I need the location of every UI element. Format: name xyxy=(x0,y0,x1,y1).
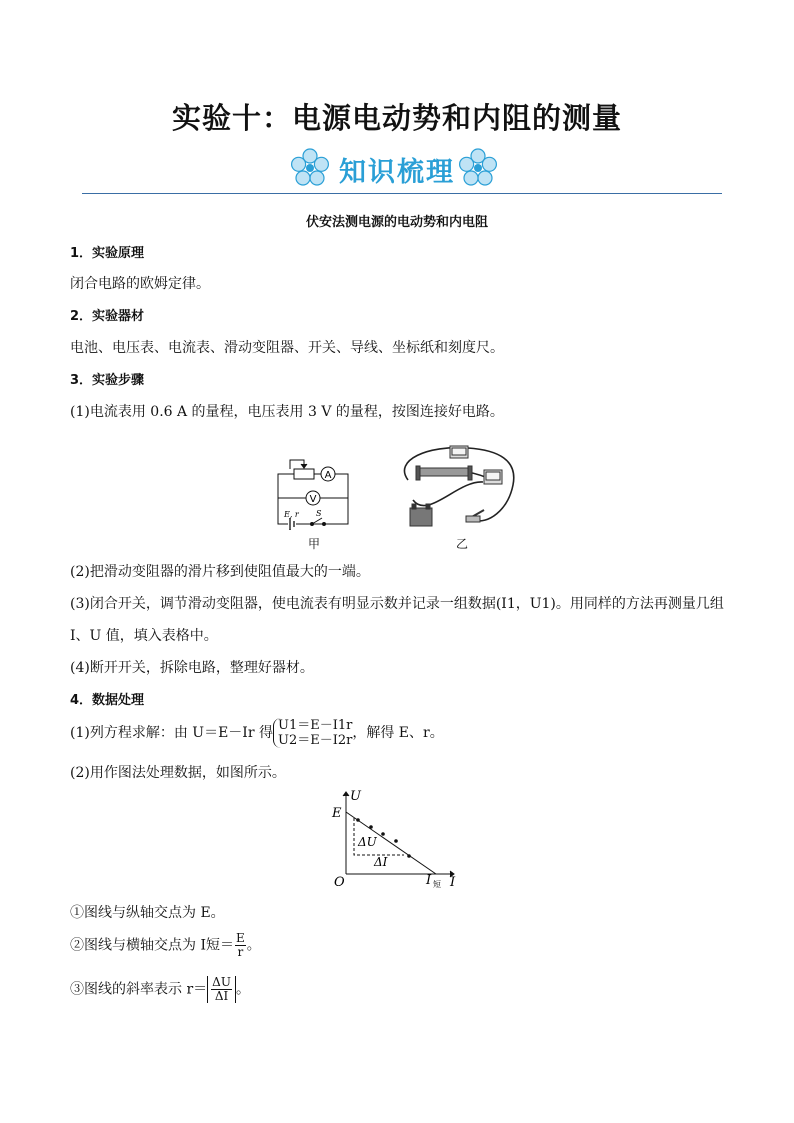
method-2: (2)用作图法处理数据，如图所示。 xyxy=(70,765,286,781)
frac-den: r xyxy=(237,945,244,959)
step-2: (2)把滑动变阻器的滑片移到使阻值最大的一端。 xyxy=(70,564,370,580)
heading-data: 4．数据处理 xyxy=(70,693,145,708)
method-1-post: ，解得 E、r。 xyxy=(352,725,444,741)
equation-system xyxy=(273,718,352,748)
apparatus-sketch xyxy=(388,440,528,532)
flower-icon xyxy=(290,148,330,188)
note-3-post: 。 xyxy=(235,981,250,998)
label-ishort: I xyxy=(426,873,432,888)
abs-value xyxy=(207,976,236,1003)
circuit-diagram xyxy=(268,452,358,532)
heading-steps: 3．实验步骤 xyxy=(70,373,145,388)
heading-equipment: 2．实验器材 xyxy=(70,309,145,324)
step-3a: (3)闭合开关，调节滑动变阻器，使电流表有明显示数并记录一组数据(I1，U1)。用同样的方法再测量几组 xyxy=(70,596,724,612)
axis-label-u: U xyxy=(350,789,361,804)
method-1-pre: (1)列方程求解：由 U＝E－Ir 得 xyxy=(70,725,273,741)
flower-icon xyxy=(458,148,498,188)
fraction-e-over-r xyxy=(235,932,246,959)
frac-num: E xyxy=(235,931,245,945)
ammeter-label: A xyxy=(324,470,332,481)
step-1: (1)电流表用 0.6 A 的量程，电压表用 3 V 的量程，按图连接好电路。 xyxy=(70,404,504,420)
banner-title: 知识梳理 xyxy=(339,157,455,188)
label-ishort-sub: 短 xyxy=(433,880,441,889)
equipment-text: 电池、电压表、电流表、滑动变阻器、开关、导线、坐标纸和刻度尺。 xyxy=(70,340,504,356)
label-delta-u: ΔU xyxy=(358,835,377,849)
figure-caption-b: 乙 xyxy=(456,537,469,551)
note-2 xyxy=(70,932,261,959)
note-3 xyxy=(70,976,250,1003)
equation-1: U1＝E－I1r xyxy=(277,718,353,733)
frac-den: ΔI xyxy=(214,989,229,1003)
principle-text: 闭合电路的欧姆定律。 xyxy=(70,276,210,292)
section-subtitle: 伏安法测电源的电动势和内电阻 xyxy=(305,215,488,230)
fraction-du-over-di xyxy=(211,976,232,1003)
switch-label: S xyxy=(316,509,322,518)
voltmeter-label: V xyxy=(309,494,317,505)
frac-num: ΔU xyxy=(212,975,231,989)
figure-caption-a: 甲 xyxy=(308,537,321,551)
divider xyxy=(82,193,722,194)
step-4: (4)断开开关，拆除电路，整理好器材。 xyxy=(70,660,314,676)
page-title: 实验十：电源电动势和内阻的测量 xyxy=(171,101,622,135)
method-1 xyxy=(70,718,444,748)
label-delta-i: ΔI xyxy=(374,855,388,869)
note-1: ①图线与纵轴交点为 E。 xyxy=(70,905,225,921)
section-banner xyxy=(0,148,794,192)
equation-2: U2＝E－I2r xyxy=(277,733,353,748)
note-2-pre: ②图线与横轴交点为 I短＝ xyxy=(70,937,234,954)
step-3b: I、U 值，填入表格中。 xyxy=(70,628,218,644)
axis-label-i: I xyxy=(450,875,456,890)
heading-principle: 1．实验原理 xyxy=(70,246,145,261)
note-3-pre: ③图线的斜率表示 r＝ xyxy=(70,981,208,998)
ui-graph xyxy=(326,786,466,890)
label-origin: O xyxy=(334,875,345,890)
note-2-post: 。 xyxy=(246,937,261,954)
battery-label: E, r xyxy=(284,510,299,519)
label-e: E xyxy=(332,806,342,821)
